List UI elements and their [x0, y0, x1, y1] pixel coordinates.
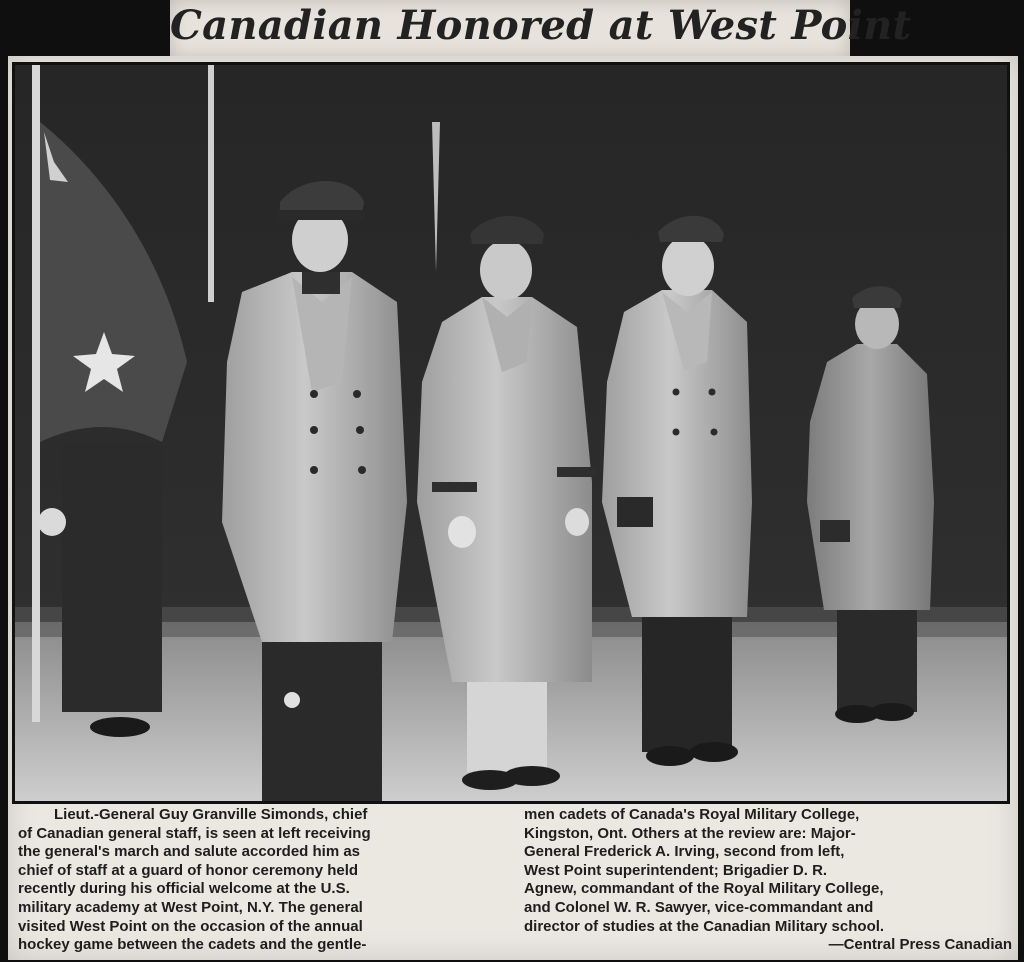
caption-line: visited West Point on the occasion of the annual — [18, 917, 363, 935]
caption-line: Kingston, Ont. Others at the review are: Major- — [524, 824, 856, 842]
caption-line: General Frederick A. Irving, second from left, — [524, 843, 845, 861]
caption-column-left — [18, 806, 502, 955]
caption-line: military academy at West Point, N.Y. The general — [18, 898, 363, 916]
photo-caption — [12, 806, 1018, 960]
caption-line: recently during his official welcome at the U.S. — [18, 880, 350, 898]
headline: Canadian Honored at West Point — [170, 2, 912, 49]
news-photo — [12, 62, 1010, 804]
caption-line: hockey game between the cadets and the gentle- — [18, 936, 367, 954]
caption-line: of Canadian general staff, is seen at left receiving — [18, 824, 371, 842]
caption-line: chief of staff at a guard of honor ceremony held — [18, 861, 359, 879]
caption-line: Agnew, commandant of the Royal Military College, — [524, 880, 884, 898]
headline-strip — [170, 0, 912, 58]
caption-column-right — [524, 806, 1018, 955]
caption-line: men cadets of Canada's Royal Military College, — [524, 806, 860, 823]
caption-line: West Point superintendent; Brigadier D. R. — [524, 861, 828, 879]
flag-pole — [32, 62, 40, 722]
caption-line: Lieut.-General Guy Granville Simonds, chief — [54, 806, 368, 823]
caption-line: the general's march and salute accorded him as — [18, 843, 361, 861]
caption-line: and Colonel W. R. Sawyer, vice-commandant and — [524, 898, 874, 916]
photo-credit: —Central Press Canadian — [828, 936, 1012, 954]
flag-pole — [208, 62, 214, 302]
caption-line: director of studies at the Canadian Military school. — [524, 917, 885, 935]
